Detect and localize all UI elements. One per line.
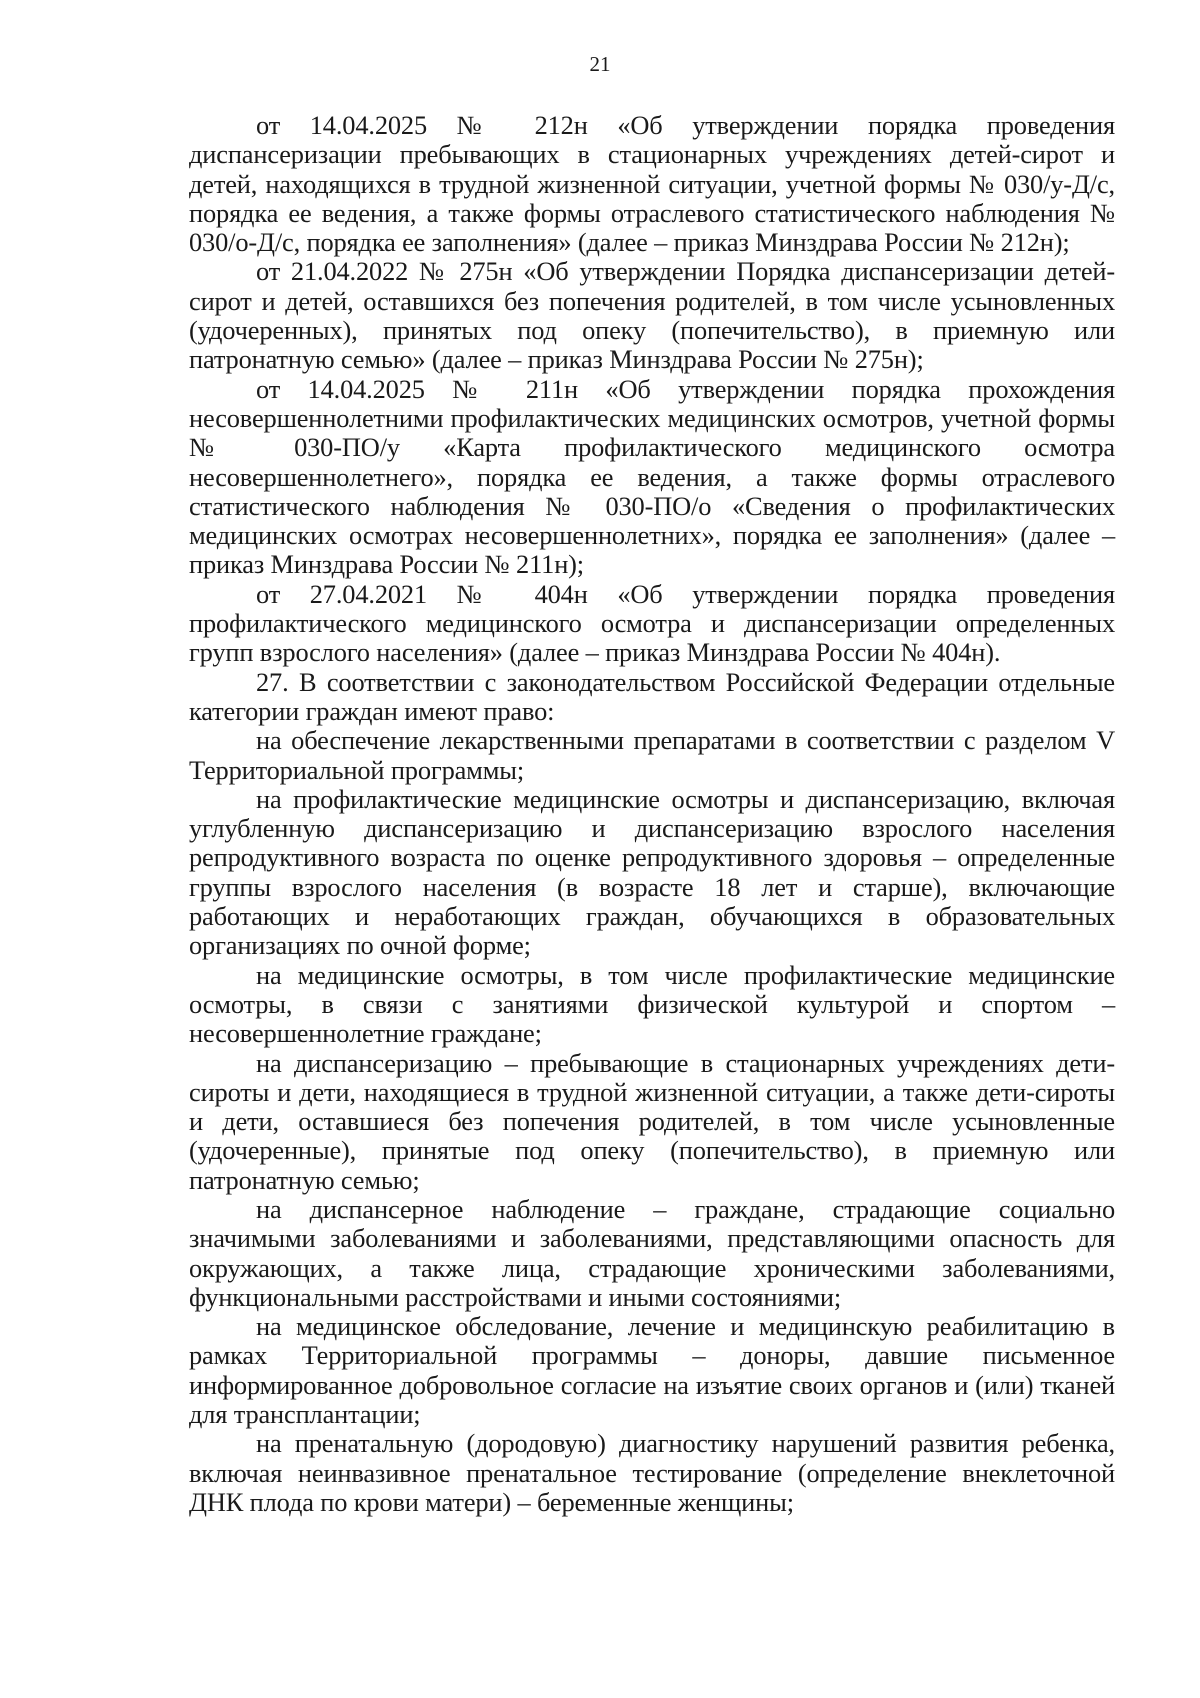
- paragraph-order-212n: от 14.04.2025 № 212н «Об утверждении порядка проведения диспансеризации пребывающих в стационарных учреждениях детей-сирот и детей, находящихся в трудной жизненной ситуации, учетной формы № 030/у-Д/с, порядка ее ведения, а также формы отраслевого статистического наблюдения № 030/о-Д/с, порядка ее заполнения» (далее – приказ Минздрава России № 212н);: [189, 110, 1115, 258]
- paragraph-right-dispensarization-orphans: на диспансеризацию – пребывающие в стационарных учреждениях дети-сироты и дети, находящиеся в трудной жизненной ситуации, а также дети-сироты и дети, оставшиеся без попечения родителей, в том числе усыновленные (удочеренные), принятые под опеку (попечительство), в приемную или патронатную семью;: [189, 1047, 1115, 1195]
- page-number: 21: [589, 52, 611, 76]
- paragraph-right-preventive-exams: на профилактические медицинские осмотры и диспансеризацию, включая углубленную диспансеризацию и диспансеризацию взрослого населения репродуктивного возраста по оценке репродуктивного здоровья – определенные группы взрослого населения (в возрасте 18 лет и старше), включающие работающих и неработающих граждан, обучающихся в образовательных организациях по очной форме;: [189, 783, 1115, 961]
- document-body: [189, 111, 1115, 1517]
- paragraph-right-medicines: на обеспечение лекарственными препаратами в соответствии с разделом V Территориальной программы;: [189, 725, 1115, 785]
- paragraph-order-275n: от 21.04.2022 № 275н «Об утверждении Порядка диспансеризации детей-сирот и детей, оставшихся без попечения родителей, в том числе усыновленных (удочеренных), принятых под опеку (попечительство), в приемную или патронатную семью» (далее – приказ Минздрава России № 275н);: [189, 256, 1115, 375]
- paragraph-right-donors: на медицинское обследование, лечение и медицинскую реабилитацию в рамках Территориальной программы – доноры, давшие письменное информированное добровольное согласие на изъятие своих органов и (или) тканей для трансплантации;: [189, 1311, 1115, 1430]
- paragraph-right-medical-exams-sport: на медицинские осмотры, в том числе профилактические медицинские осмотры, в связи с занятиями физической культурой и спортом – несовершеннолетние граждане;: [189, 959, 1115, 1049]
- paragraph-order-211n: от 14.04.2025 № 211н «Об утверждении порядка прохождения несовершеннолетними профилактических медицинских осмотров, учетной формы № 030-ПО/у «Карта профилактического медицинского осмотра несовершеннолетнего», порядка ее ведения, а также формы отраслевого статистического наблюдения № 030-ПО/о «Сведения о профилактических медицинских осмотрах несовершеннолетних», порядка ее заполнения» (далее – приказ Минздрава России № 211н);: [189, 373, 1115, 580]
- paragraph-right-dispensary-observation: на диспансерное наблюдение – граждане, страдающие социально значимыми заболеваниями и заболеваниями, представляющими опасность для окружающих, а также лица, страдающие хроническими заболеваниями, функциональными расстройствами и иными состояниями;: [189, 1193, 1115, 1312]
- paragraph-order-404n: от 27.04.2021 № 404н «Об утверждении порядка проведения профилактического медицинского осмотра и диспансеризации определенных групп взрослого населения» (далее – приказ Минздрава России № 404н).: [189, 578, 1115, 668]
- paragraph-section-27: 27. В соответствии с законодательством Российской Федерации отдельные категории граждан имеют право:: [189, 666, 1115, 726]
- paragraph-right-prenatal-diagnostics: на пренатальную (дородовую) диагностику нарушений развития ребенка, включая неинвазивное пренатальное тестирование (определение внеклеточной ДНК плода по крови матери) – беременные женщины;: [189, 1428, 1115, 1517]
